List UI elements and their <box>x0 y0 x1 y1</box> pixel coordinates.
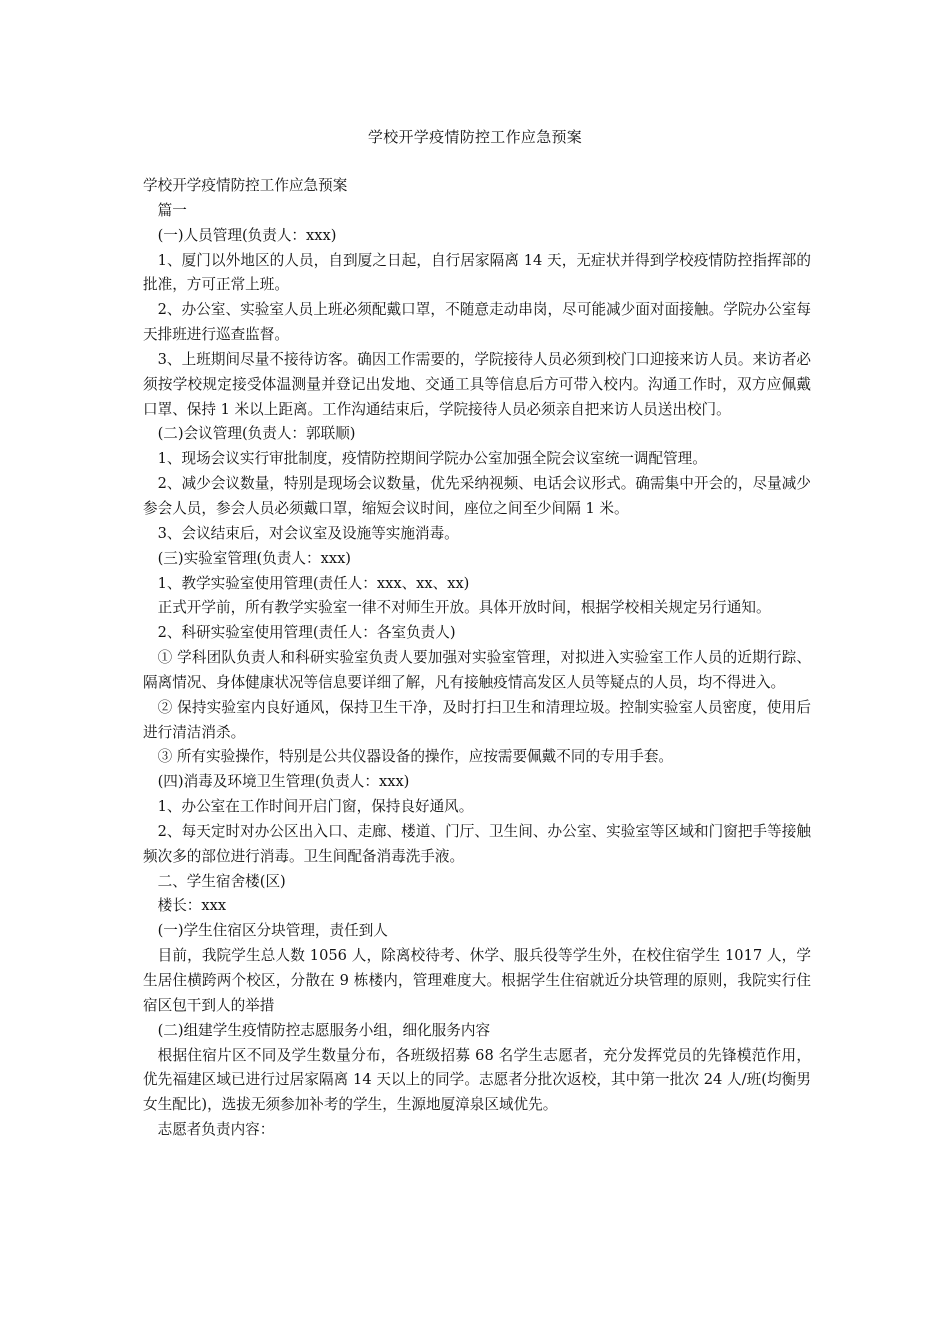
paragraph: ① 学科团队负责人和科研实验室负责人要加强对实验室管理，对拟进入实验室工作人员的近期行踪、隔离情况、身体健康状况等信息要详细了解，凡有接触疫情高发区人员等疑点的人员，均不得进入。 <box>143 649 811 691</box>
paragraph: 2、每天定时对办公区出入口、走廊、楼道、门厅、卫生间、办公室、实验室等区域和门窗把手等接触频次多的部位进行消毒。卫生间配备消毒洗手液。 <box>143 822 811 865</box>
paragraph: ③ 所有实验操作，特别是公共仪器设备的操作，应按需要佩戴不同的专用手套。 <box>157 748 674 766</box>
paragraph: 2、办公室、实验室人员上班必须配戴口罩，不随意走动串岗，尽可能减少面对面接触。学院办公室每天排班进行巡查监督。 <box>143 301 811 344</box>
paragraph: 志愿者负责内容： <box>157 1121 275 1139</box>
paragraph: (一)学生住宿区分块管理，责任到人 <box>157 922 388 940</box>
paragraph: 学校开学疫情防控工作应急预案 <box>143 177 348 194</box>
paragraph: 目前，我院学生总人数 1056 人，除离校待考、休学、服兵役等学生外，在校住宿学生 1017 人，学生居住横跨两个校区，分散在 9 栋楼内，管理难度大。根据学生住宿就近分块管理的原则，我院实行住宿区包干到人的举措 <box>143 947 811 1014</box>
paragraph: 1、办公室在工作时间开启门窗，保持良好通风。 <box>157 798 474 816</box>
paragraph: (一)人员管理(负责人：xxx) <box>157 226 337 244</box>
paragraph: (四)消毒及环境卫生管理(负责人：xxx) <box>157 773 410 791</box>
paragraph: (二)会议管理(负责人：郭联顺) <box>157 425 356 443</box>
paragraph: (三)实验室管理(负责人：xxx) <box>157 549 351 567</box>
paragraph: 1、教学实验室使用管理(责任人：xxx、xx、xx) <box>157 574 470 592</box>
paragraph: 根据住宿片区不同及学生数量分布，各班级招募 68 名学生志愿者，充分发挥党员的先锋模范作用，优先福建区域已进行过居家隔离 14 天以上的同学。志愿者分批次返校，其中第一批次 24 人/班(均衡男女生配比)，选拔无须参加补考的学生，生源地厦漳泉区域优先。 <box>143 1046 811 1114</box>
paragraph: 二、学生宿舍楼(区) <box>157 872 286 890</box>
paragraph: 3、会议结束后，对会议室及设施等实施消毒。 <box>157 524 459 542</box>
paragraph: 正式开学前，所有教学实验室一律不对师生开放。具体开放时间，根据学校相关规定另行通知。 <box>157 599 771 617</box>
paragraph: 2、减少会议数量，特别是现场会议数量，优先采纳视频、电话会议形式。确需集中开会的，尽量减少参会人员，参会人员必须戴口罩，缩短会议时间，座位之间至少间隔 1 米。 <box>143 475 811 517</box>
paragraph: (二)组建学生疫情防控志愿服务小组，细化服务内容 <box>157 1021 491 1039</box>
paragraph: ② 保持实验室内良好通风，保持卫生干净，及时打扫卫生和清理垃圾。控制实验室人员密度，使用后进行清洁消杀。 <box>143 698 811 741</box>
document-title: 学校开学疫情防控工作应急预案 <box>367 128 583 146</box>
paragraph: 1、厦门以外地区的人员，自到厦之日起，自行居家隔离 14 天，无症状并得到学校疫情防控指挥部的批准，方可正常上班。 <box>143 251 811 294</box>
paragraph: 1、现场会议实行审批制度，疫情防控期间学院办公室加强全院会议室统一调配管理。 <box>157 450 707 468</box>
paragraph: 楼长：xxx <box>157 897 227 915</box>
document-body <box>143 174 811 1143</box>
paragraph: 3、上班期间尽量不接待访客。确因工作需要的，学院接待人员必须到校门口迎接来访人员。来访者必须按学校规定接受体温测量并登记出发地、交通工具等信息后方可带入校内。沟通工作时，双方应佩戴口罩、保持 1 米以上距离。工作沟通结束后，学院接待人员必须亲自把来访人员送出校门。 <box>143 350 811 418</box>
paragraph: 2、科研实验室使用管理(责任人：各室负责人) <box>157 624 456 642</box>
paragraph: 篇一 <box>157 201 187 219</box>
